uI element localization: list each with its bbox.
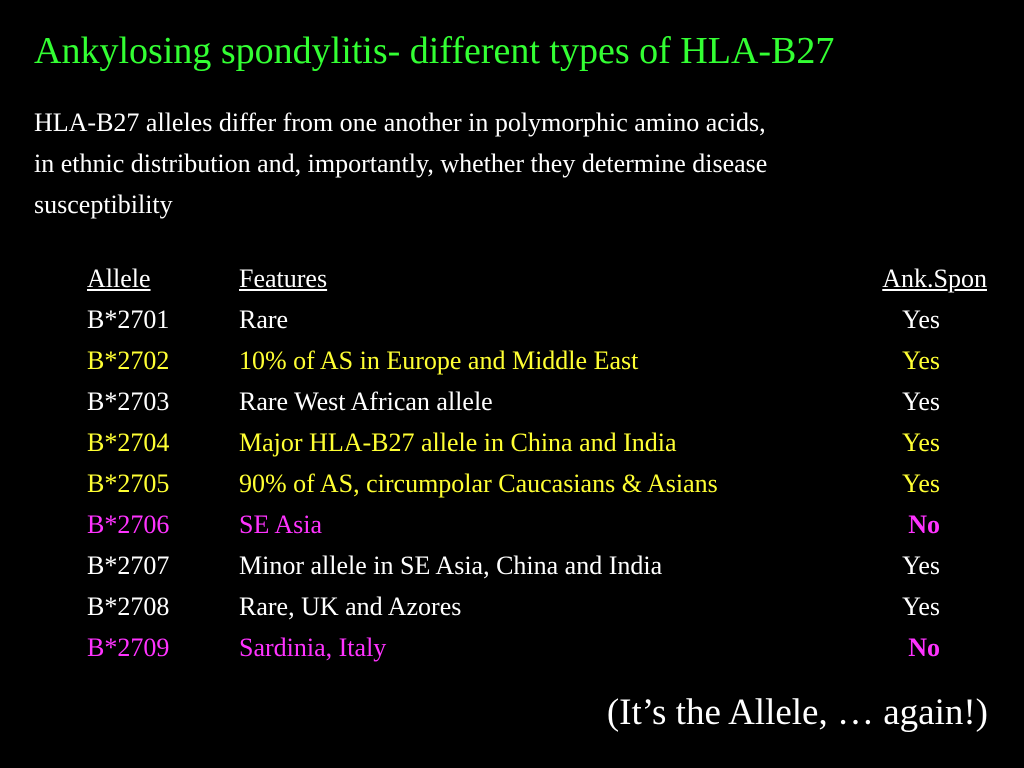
ank-spon-cell: Yes	[902, 551, 940, 580]
allele-cell: B*2707	[87, 551, 170, 580]
ank-spon-cell: No	[908, 510, 940, 539]
features-cell: 90% of AS, circumpolar Caucasians & Asians	[239, 469, 718, 498]
footer-caption: (It’s the Allele, … again!)	[606, 692, 988, 733]
header-features: Features	[239, 264, 328, 293]
allele-cell: B*2701	[87, 305, 170, 334]
table-row	[87, 463, 987, 504]
header-allele: Allele	[87, 264, 151, 293]
allele-table	[87, 258, 987, 668]
header-ank-spon: Ank.Spon	[882, 264, 987, 293]
ank-spon-cell: Yes	[902, 305, 940, 334]
intro-line: HLA-B27 alleles differ from one another in polymorphic amino acids,	[34, 108, 766, 137]
allele-cell: B*2705	[87, 469, 170, 498]
allele-cell: B*2702	[87, 346, 170, 375]
slide-title: Ankylosing spondylitis- different types of HLA-B27	[34, 30, 835, 72]
intro-line: in ethnic distribution and, importantly, whether they determine disease	[34, 149, 768, 178]
features-cell: Rare, UK and Azores	[239, 592, 462, 621]
features-cell: SE Asia	[239, 510, 323, 539]
table-header-row	[87, 258, 987, 299]
table-body	[87, 299, 987, 668]
features-cell: Major HLA-B27 allele in China and India	[239, 428, 677, 457]
table-row	[87, 299, 987, 340]
ank-spon-cell: Yes	[902, 469, 940, 498]
table-row	[87, 627, 987, 668]
ank-spon-cell: Yes	[902, 387, 940, 416]
intro-line: susceptibility	[34, 190, 173, 219]
allele-cell: B*2704	[87, 428, 170, 457]
table-row	[87, 586, 987, 627]
ank-spon-cell: Yes	[902, 592, 940, 621]
table-row	[87, 340, 987, 381]
features-cell: Rare	[239, 305, 289, 334]
features-cell: 10% of AS in Europe and Middle East	[239, 346, 639, 375]
ank-spon-cell: Yes	[902, 346, 940, 375]
table-row	[87, 504, 987, 545]
features-cell: Minor allele in SE Asia, China and India	[239, 551, 663, 580]
allele-cell: B*2709	[87, 633, 170, 662]
allele-cell: B*2703	[87, 387, 170, 416]
features-cell: Sardinia, Italy	[239, 633, 387, 662]
ank-spon-cell: Yes	[902, 428, 940, 457]
table-row	[87, 422, 987, 463]
intro-paragraph	[34, 102, 1009, 225]
table-row	[87, 381, 987, 422]
features-cell: Rare West African allele	[239, 387, 493, 416]
allele-cell: B*2708	[87, 592, 170, 621]
table-row	[87, 545, 987, 586]
allele-cell: B*2706	[87, 510, 170, 539]
ank-spon-cell: No	[908, 633, 940, 662]
